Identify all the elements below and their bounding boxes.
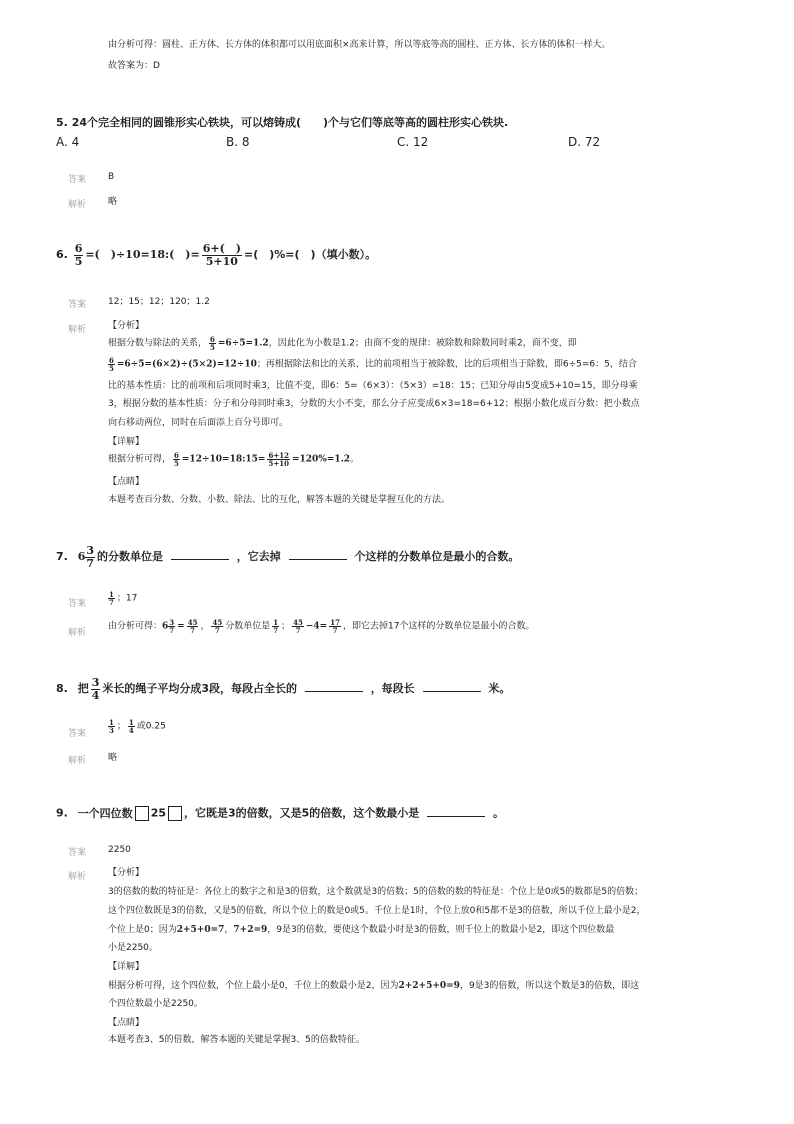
analysis-label: 解析	[68, 628, 87, 638]
analysis-line: 个位上是0；因为2+5+0=7，7+2=9，9是3的倍数，要使这个数最小时是3的倍数，则千位上的数最小是2，即这个四位数最	[108, 925, 615, 935]
answer-label: 答案	[68, 848, 87, 858]
question-number: 7.	[56, 550, 68, 564]
analysis-text: 略	[108, 753, 118, 763]
analysis-label: 解析	[68, 872, 87, 882]
fraction: $\frac{1}{4}$	[128, 718, 134, 736]
option-b: B. 8	[226, 135, 250, 149]
fraction: $\frac{45}{7}$	[212, 618, 223, 636]
analysis-line: 根据分数与除法的关系， $\frac{6}{5}$ =6÷5=1.2，因此化为小数是1.2；由商不变的规律：被除数和除数同时乘2，商不变，即	[108, 335, 577, 353]
prev-answer-line: 故答案为：D	[108, 61, 160, 71]
option-c: C. 12	[397, 135, 429, 149]
fraction: $\frac{6}{5}$	[210, 335, 215, 353]
digit-box[interactable]	[168, 806, 182, 821]
analysis-line: 小是2250。	[108, 943, 158, 953]
answer-value: 2250	[108, 845, 131, 855]
question-text: 24个完全相同的圆锥形实心铁块，可以熔铸成( )个与它们等底等高的圆柱形实心铁块.	[71, 116, 509, 129]
fraction: $\frac{1}{7}$	[273, 618, 279, 636]
fraction: $\frac{1}{7}$	[109, 590, 114, 608]
question-number: 5.	[56, 116, 68, 129]
fraction: $\frac{3}{7}$	[86, 544, 94, 570]
comment-text: 本题考查3、5的倍数，解答本题的关键是掌握3、5的倍数特征。	[108, 1035, 365, 1045]
analysis-label: 解析	[68, 200, 87, 210]
question-number: 9.	[56, 806, 68, 820]
detail-line: 根据分析可得，这个四位数，个位上最小是0，千位上的数最小是2，因为2+2+5+0=9，9是3的倍数，所以这个数是3的倍数，即这	[108, 981, 640, 991]
analysis-tag: 【分析】	[108, 868, 145, 878]
question-8: 8. 把 $\frac{3}{4}$ 米长的绳子平均分成3段，每段占全长的 ，每段长 米。	[56, 676, 511, 702]
option-d: D. 72	[568, 135, 601, 149]
answer-label: 答案	[68, 729, 87, 739]
fraction: $\frac{6+12}{5+10}$	[268, 451, 289, 469]
fraction: $\frac{3}{7}$	[169, 618, 175, 636]
question-6	[56, 243, 376, 267]
analysis-tag: 【分析】	[108, 321, 145, 331]
detail-line: 个四位数最小是2250。	[108, 999, 203, 1009]
fraction: $\frac{45}{7}$	[293, 618, 303, 636]
analysis-text: 由分析可得：6 $\frac{3}{7}$ = $\frac{45}{7}$ ， $\frac{45}{7}$ 分数单位是 $\frac{1}{7}$ ； $\frac{45}{7}$ −4= $\frac{17}{7}$ ，即它去掉17个这样的分数单位是最小的合数。	[108, 618, 535, 636]
question-5	[56, 116, 508, 130]
question-9: 9. 一个四位数 25 ，它既是3的倍数，又是5的倍数，这个数最小是 。	[56, 806, 504, 820]
fraction: $\frac{6}{5}$	[109, 356, 114, 374]
answer-value: $\frac{1}{7}$ ；17	[109, 590, 138, 608]
answer-blank[interactable]	[423, 691, 481, 692]
fraction: $\frac{1}{3}$	[109, 718, 114, 736]
analysis-line: 3，根据分数的基本性质：分子和分母同时乘3，分数的大小不变，那么分子应变成6×3=18=6+12；根据小数化成百分数：把小数点	[108, 399, 640, 409]
question-7: 7. 6 $\frac{3}{7}$ 的分数单位是 ，它去掉 个这样的分数单位是最小的合数。	[56, 544, 520, 570]
question-number: 6.	[56, 248, 68, 262]
analysis-text: 略	[108, 197, 118, 207]
analysis-label: 解析	[68, 325, 87, 335]
answer-blank[interactable]	[171, 559, 229, 560]
comment-tag: 【点睛】	[108, 1018, 145, 1028]
analysis-line: $\frac{6}{5}$ =6÷5=(6×2)÷(5×2)=12÷10；再根据除法和比的关系，比的前项相当于被除数，比的后项相当于除数，即6÷5=6：5，结合	[109, 356, 637, 374]
detail-tag: 【详解】	[108, 962, 145, 972]
answer-blank[interactable]	[305, 691, 363, 692]
detail-line: 根据分析可得， $\frac{6}{5}$ =12÷10=18:15= $\frac{6+12}{5+10}$ =120%=1.2。	[108, 451, 360, 469]
fraction: $\frac{45}{7}$	[187, 618, 198, 636]
analysis-line: 向右移动两位，同时在后面添上百分号即可。	[108, 418, 289, 428]
answer-label: 答案	[68, 175, 87, 185]
analysis-label: 解析	[68, 756, 87, 766]
analysis-line: 这个四位数既是3的倍数，又是5的倍数，所以个位上的数是0或5。千位上是1时，个位上放0和5都不是3的倍数，所以千位上最小是2，	[108, 906, 646, 916]
prev-analysis-line1: 由分析可得：圆柱、正方体、长方体的体积都可以用底面积×高来计算，所以等底等高的圆柱、正方体、长方体的体积一样大。	[108, 40, 611, 50]
equation-end: =( )%=( )（填小数）。	[244, 248, 377, 262]
comment-text: 本题考查百分数、分数、小数、除法、比的互化，解答本题的关键是掌握互化的方法。	[108, 495, 451, 505]
question-number: 8.	[56, 682, 68, 696]
comment-tag: 【点睛】	[108, 477, 145, 487]
fraction: $\frac{6}{5}$	[74, 242, 83, 268]
fraction: $\frac{6}{5}$	[174, 451, 179, 469]
digit-box[interactable]	[135, 806, 149, 821]
option-a: A. 4	[56, 135, 80, 149]
answer-value: B	[108, 172, 115, 182]
answer-blank[interactable]	[289, 559, 347, 560]
answer-value: 12；15；12；120；1.2	[108, 297, 210, 307]
answer-label: 答案	[68, 300, 87, 310]
analysis-line: 比的基本性质：比的前项和后项同时乘3，比值不变，即6：5=（6×3）：（5×3）=18：15；已知分母由5变成5+10=15，即分母乘	[108, 381, 638, 391]
answer-blank[interactable]	[427, 816, 485, 817]
fraction: $\frac{3}{4}$	[91, 676, 100, 702]
answer-value: $\frac{1}{3}$ ； $\frac{1}{4}$ 或0.25	[109, 718, 166, 736]
equation-part: =( )÷10=18:( )=	[85, 248, 200, 262]
answer-label: 答案	[68, 599, 87, 609]
fraction: $\frac{17}{7}$	[330, 618, 340, 636]
analysis-line: 3的倍数的数的特征是：各位上的数字之和是3的倍数，这个数就是3的倍数；5的倍数的数的特征是：个位上是0或5的数都是5的倍数；	[108, 887, 644, 897]
fraction: $\frac{6+( )}{5+10}$	[202, 242, 241, 268]
detail-tag: 【详解】	[108, 437, 145, 447]
